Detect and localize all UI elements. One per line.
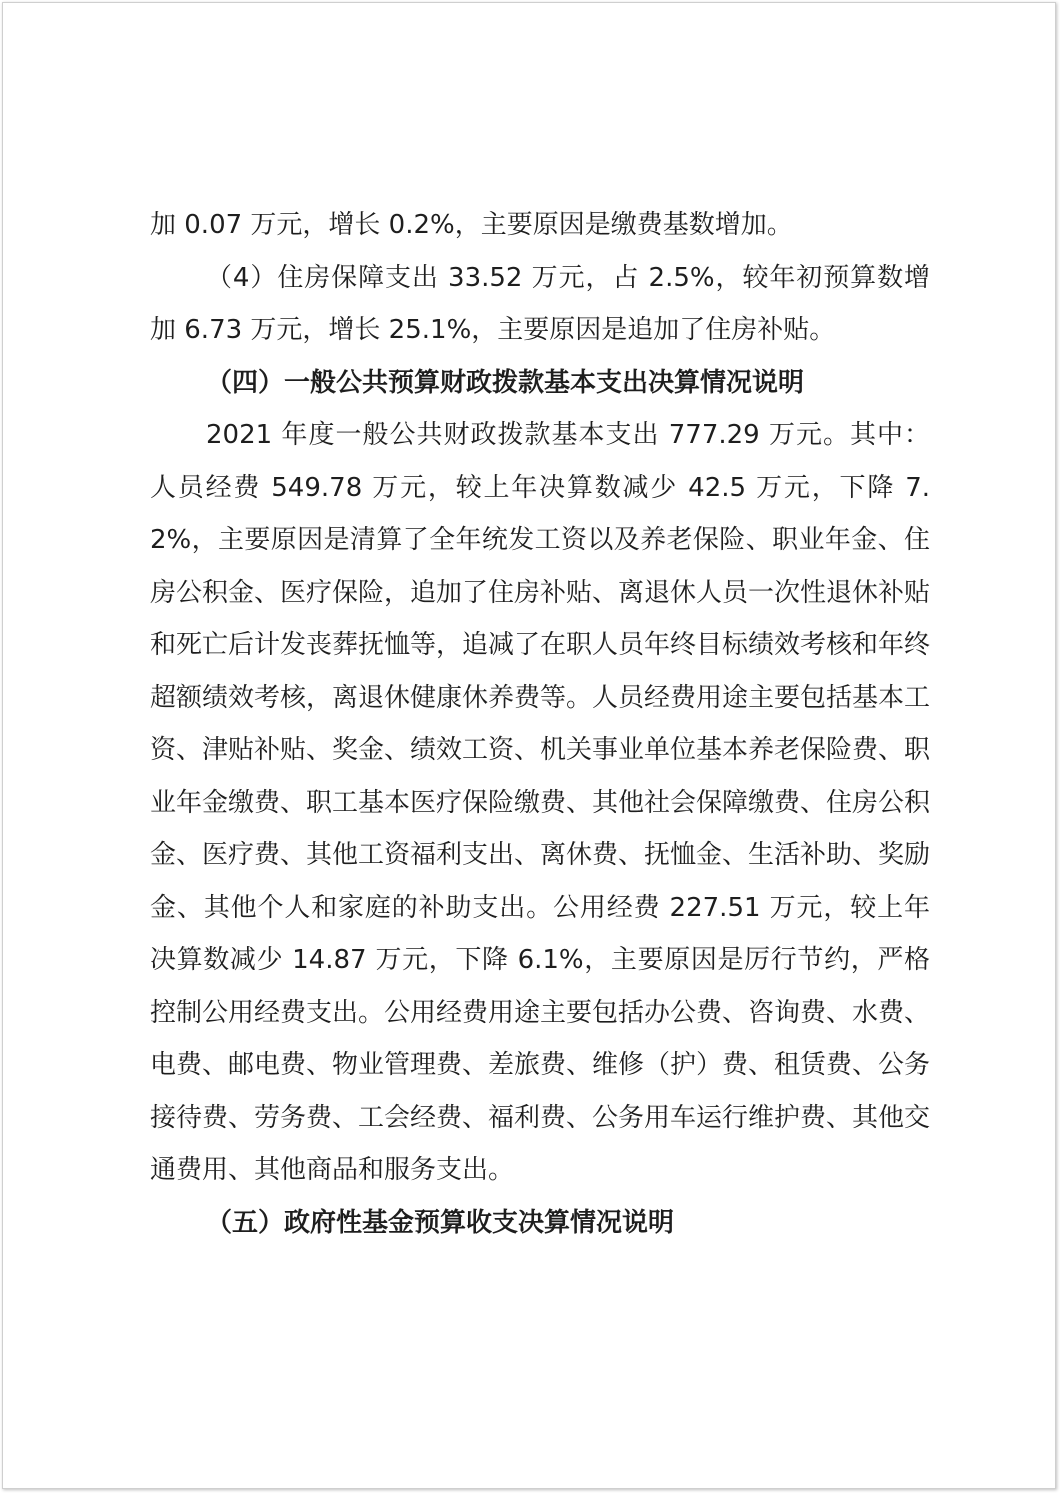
document-body xyxy=(150,199,930,1249)
paragraph-basic-expenditure-details: 2021 年度一般公共财政拨款基本支出 777.29 万元。其中：人员经费 549.78 万元，较上年决算数减少 42.5 万元，下降 7.2%，主要原因是清算了全年统发工资以及养老保险、职业年金、住房公积金、医疗保险，追加了住房补贴、离退休人员一次性退休补贴和死亡后计发丧葬抚恤等，追减了在职人员年终目标绩效考核和年终超额绩效考核，离退休健康休养费等。人员经费用途主要包括基本工资、津贴补贴、奖金、绩效工资、机关事业单位基本养老保险费、职业年金缴费、职工基本医疗保险缴费、其他社会保障缴费、住房公积金、医疗费、其他工资福利支出、离休费、抚恤金、生活补助、奖励金、其他个人和家庭的补助支出。公用经费 227.51 万元，较上年决算数减少 14.87 万元，下降 6.1%，主要原因是厉行节约，严格控制公用经费支出。公用经费用途主要包括办公费、咨询费、水费、电费、邮电费、物业管理费、差旅费、维修（护）费、租赁费、公务接待费、劳务费、工会经费、福利费、公务用车运行维护费、其他交通费用、其他商品和服务支出。 xyxy=(150,420,931,1185)
section-heading-basic-expenditure: （四）一般公共预算财政拨款基本支出决算情况说明 xyxy=(206,367,805,398)
paragraph-continuation: 加 0.07 万元，增长 0.2%，主要原因是缴费基数增加。 xyxy=(150,210,793,240)
section-heading-government-fund: （五）政府性基金预算收支决算情况说明 xyxy=(206,1207,675,1238)
paragraph-housing-expenditure: （4）住房保障支出 33.52 万元，占 2.5%，较年初预算数增加 6.73 万元，增长 25.1%，主要原因是追加了住房补贴。 xyxy=(150,262,930,345)
document-page xyxy=(2,2,1056,1489)
